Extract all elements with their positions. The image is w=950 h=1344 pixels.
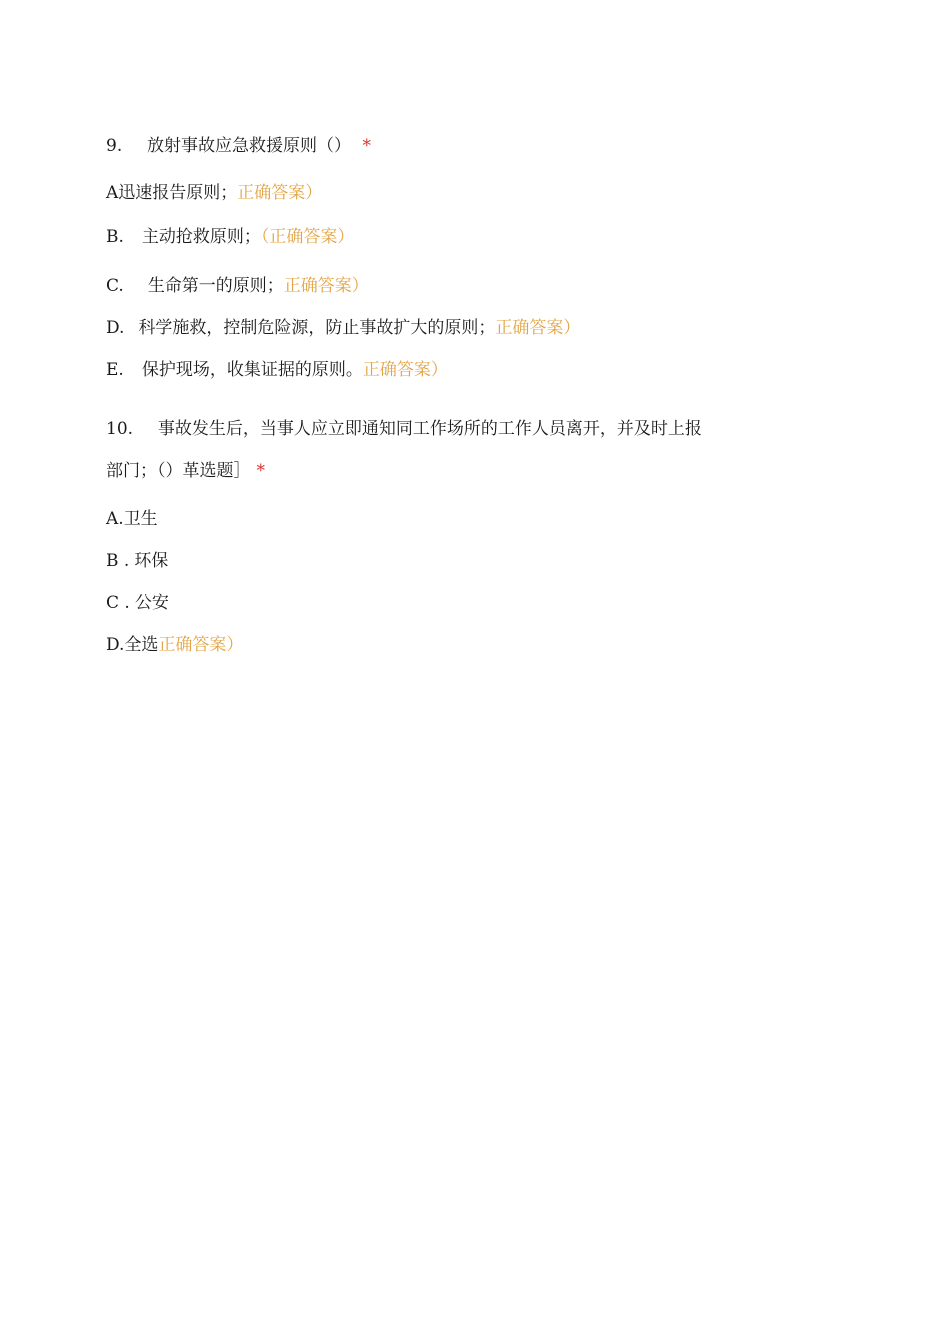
option-text: 生命第一的原则； — [147, 276, 284, 296]
option-text: 全选 — [124, 635, 159, 655]
q10-option-d[interactable] — [106, 637, 243, 654]
option-label: B . — [106, 551, 130, 571]
question-10-title-line1 — [106, 421, 702, 438]
required-mark: * — [362, 136, 371, 156]
correct-answer-tag: 正确答案） — [237, 183, 323, 203]
q9-option-c[interactable] — [106, 278, 369, 295]
option-label: C . — [106, 593, 130, 613]
option-text: 迅速报告原则； — [118, 183, 238, 203]
correct-answer-tag: 正确答案） — [362, 360, 448, 380]
required-mark: * — [256, 461, 265, 481]
option-text: 环保 — [134, 551, 169, 571]
option-text: 保护现场，收集证据的原则。 — [141, 360, 363, 380]
q10-option-c[interactable] — [106, 595, 169, 612]
q9-option-b[interactable] — [106, 229, 354, 246]
q10-option-b[interactable] — [106, 553, 168, 570]
option-label: D. — [106, 318, 125, 338]
question-text: 放射事故应急救援原则（） — [147, 136, 352, 156]
option-text: 卫生 — [123, 509, 158, 529]
option-text: 主动抢救原则； — [141, 227, 261, 247]
question-text-continued: 部门；（）革选题］ — [106, 461, 251, 481]
option-label: B. — [106, 227, 124, 247]
option-label: E. — [106, 360, 124, 380]
option-label: A — [106, 183, 119, 203]
option-text: 科学施救，控制危险源，防止事故扩大的原则； — [138, 318, 496, 338]
correct-answer-tag: 正确答案） — [158, 635, 244, 655]
correct-answer-tag: 正确答案） — [283, 276, 369, 296]
q9-option-e[interactable] — [106, 362, 448, 379]
q9-option-d[interactable] — [106, 320, 580, 337]
correct-answer-tag: （正确答案） — [260, 227, 355, 247]
option-text: 公安 — [134, 593, 169, 613]
q10-option-a[interactable] — [106, 511, 158, 528]
question-number: 9. — [106, 136, 123, 156]
correct-answer-tag: 正确答案） — [495, 318, 581, 338]
option-label: D. — [106, 635, 125, 655]
question-10-title-line2 — [106, 463, 265, 480]
option-label: A. — [106, 509, 124, 529]
question-text: 事故发生后，当事人应立即通知同工作场所的工作人员离开，并及时上报 — [157, 419, 702, 439]
q9-option-a[interactable] — [106, 185, 322, 202]
question-number: 10. — [106, 419, 134, 439]
option-label: C. — [106, 276, 124, 296]
question-9-title — [106, 138, 371, 155]
